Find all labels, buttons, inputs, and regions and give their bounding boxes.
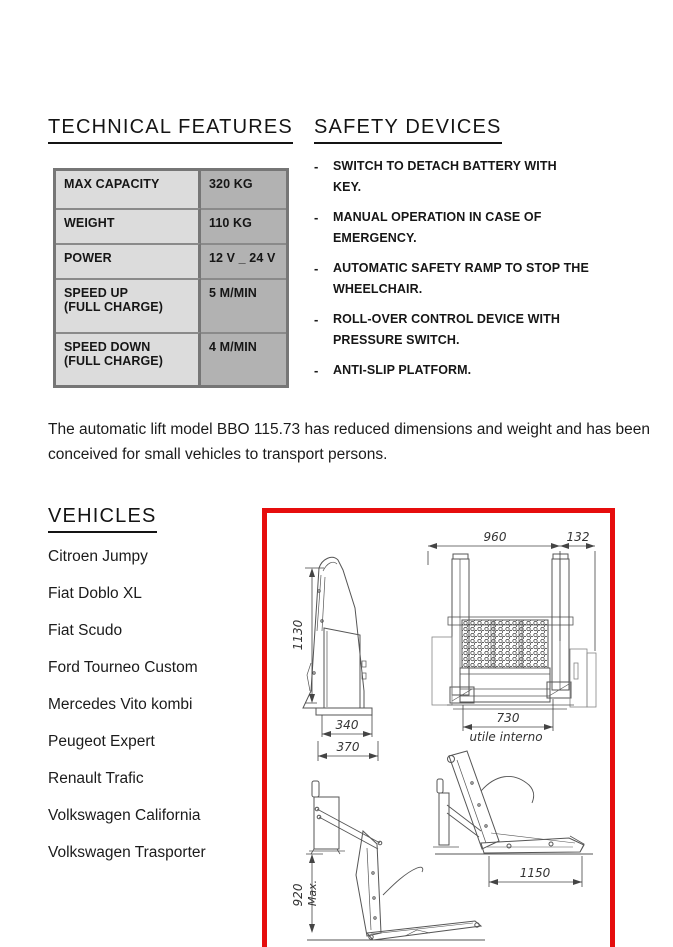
bullet-dash: - [314, 210, 319, 225]
vehicle-item: Fiat Scudo [48, 622, 123, 639]
technical-drawing [267, 513, 610, 947]
vehicle-item: Peugeot Expert [48, 733, 155, 750]
safety-item-line: ROLL-OVER CONTROL DEVICE WITH [333, 312, 560, 326]
technical-features-title: TECHNICAL FEATURES [48, 116, 293, 144]
row-label-line2: (FULL CHARGE) [64, 300, 163, 314]
tech-table [53, 168, 289, 388]
row-label-line1: WEIGHT [64, 216, 115, 230]
vehicle-item: Mercedes Vito kombi [48, 696, 193, 713]
list-item [314, 360, 574, 381]
row-label-line2: (FULL CHARGE) [64, 354, 163, 368]
technical-features-section [48, 116, 293, 144]
dim-132-label: 132 [566, 530, 590, 544]
safety-item-line: PRESSURE SWITCH. [333, 333, 460, 347]
deployed-view-left [307, 781, 485, 940]
safety-devices-section [314, 116, 589, 390]
vehicles-list [48, 548, 206, 861]
vehicle-item: Volkswagen California [48, 807, 201, 824]
list-item [314, 156, 574, 198]
safety-item-line: WHEELCHAIR. [333, 282, 423, 296]
safety-devices-title: SAFETY DEVICES [314, 116, 502, 144]
description-line: The automatic lift model BBO 115.73 has reduced dimensions and weight and has been [48, 421, 651, 438]
safety-item-line: AUTOMATIC SAFETY RAMP TO STOP THE [333, 261, 589, 275]
row-label-line1: POWER [64, 251, 112, 265]
vehicle-item: Volkswagen Trasporter [48, 844, 206, 861]
list-item [314, 309, 574, 351]
table-row-value: 5 M/MIN [201, 278, 286, 332]
side-view-dimensions [305, 568, 378, 761]
bullet-dash: - [314, 312, 319, 327]
technical-drawing-panel [262, 508, 615, 947]
table-row-label [56, 332, 201, 385]
table-row-value: 4 M/MIN [201, 332, 286, 385]
table-row-value: 110 KG [201, 208, 286, 243]
dim-340-label: 340 [335, 718, 359, 732]
table-row-label [56, 243, 201, 278]
row-label-line1: SPEED DOWN [64, 340, 151, 354]
side-view-folded [303, 557, 372, 715]
dim-920-label: 920 [291, 883, 305, 907]
list-item [314, 258, 589, 300]
list-item [314, 207, 574, 249]
table-row-value: 12 V _ 24 V [201, 243, 286, 278]
bullet-dash: - [314, 363, 319, 378]
safety-item-line: MANUAL OPERATION IN CASE OF [333, 210, 542, 224]
deployed-view-right [433, 751, 593, 854]
front-view [432, 554, 596, 709]
dim-920-note: Max. [306, 879, 319, 907]
dim-960-label: 960 [483, 530, 507, 544]
dim-1150-label: 1150 [519, 866, 551, 880]
safety-item-line: SWITCH TO DETACH BATTERY WITH [333, 159, 557, 173]
table-row-label [56, 278, 201, 332]
dim-730-note: utile interno [469, 730, 543, 744]
bullet-dash: - [314, 261, 319, 276]
safety-item-line: EMERGENCY. [333, 231, 417, 245]
vehicles-title: VEHICLES [48, 505, 157, 533]
safety-item-line: ANTI-SLIP PLATFORM. [333, 363, 472, 377]
row-label-line1: MAX CAPACITY [64, 177, 160, 191]
dim-730-label: 730 [496, 711, 520, 725]
bullet-dash: - [314, 159, 319, 174]
vehicle-item: Fiat Doblo XL [48, 585, 142, 602]
vehicle-item: Renault Trafic [48, 770, 144, 787]
dim-1130-label: 1130 [291, 619, 305, 651]
table-row-value: 320 KG [201, 171, 286, 208]
vehicle-item: Ford Tourneo Custom [48, 659, 198, 676]
description-paragraph [48, 417, 650, 467]
table-row-label [56, 208, 201, 243]
vehicle-item: Citroen Jumpy [48, 548, 148, 565]
dim-370-label: 370 [336, 740, 360, 754]
vehicles-section [48, 505, 206, 881]
table-row-label [56, 171, 201, 208]
description-line: conceived for small vehicles to transport persons. [48, 446, 388, 463]
safety-devices-list [314, 156, 589, 381]
safety-item-line: KEY. [333, 180, 362, 194]
row-label-line1: SPEED UP [64, 286, 129, 300]
